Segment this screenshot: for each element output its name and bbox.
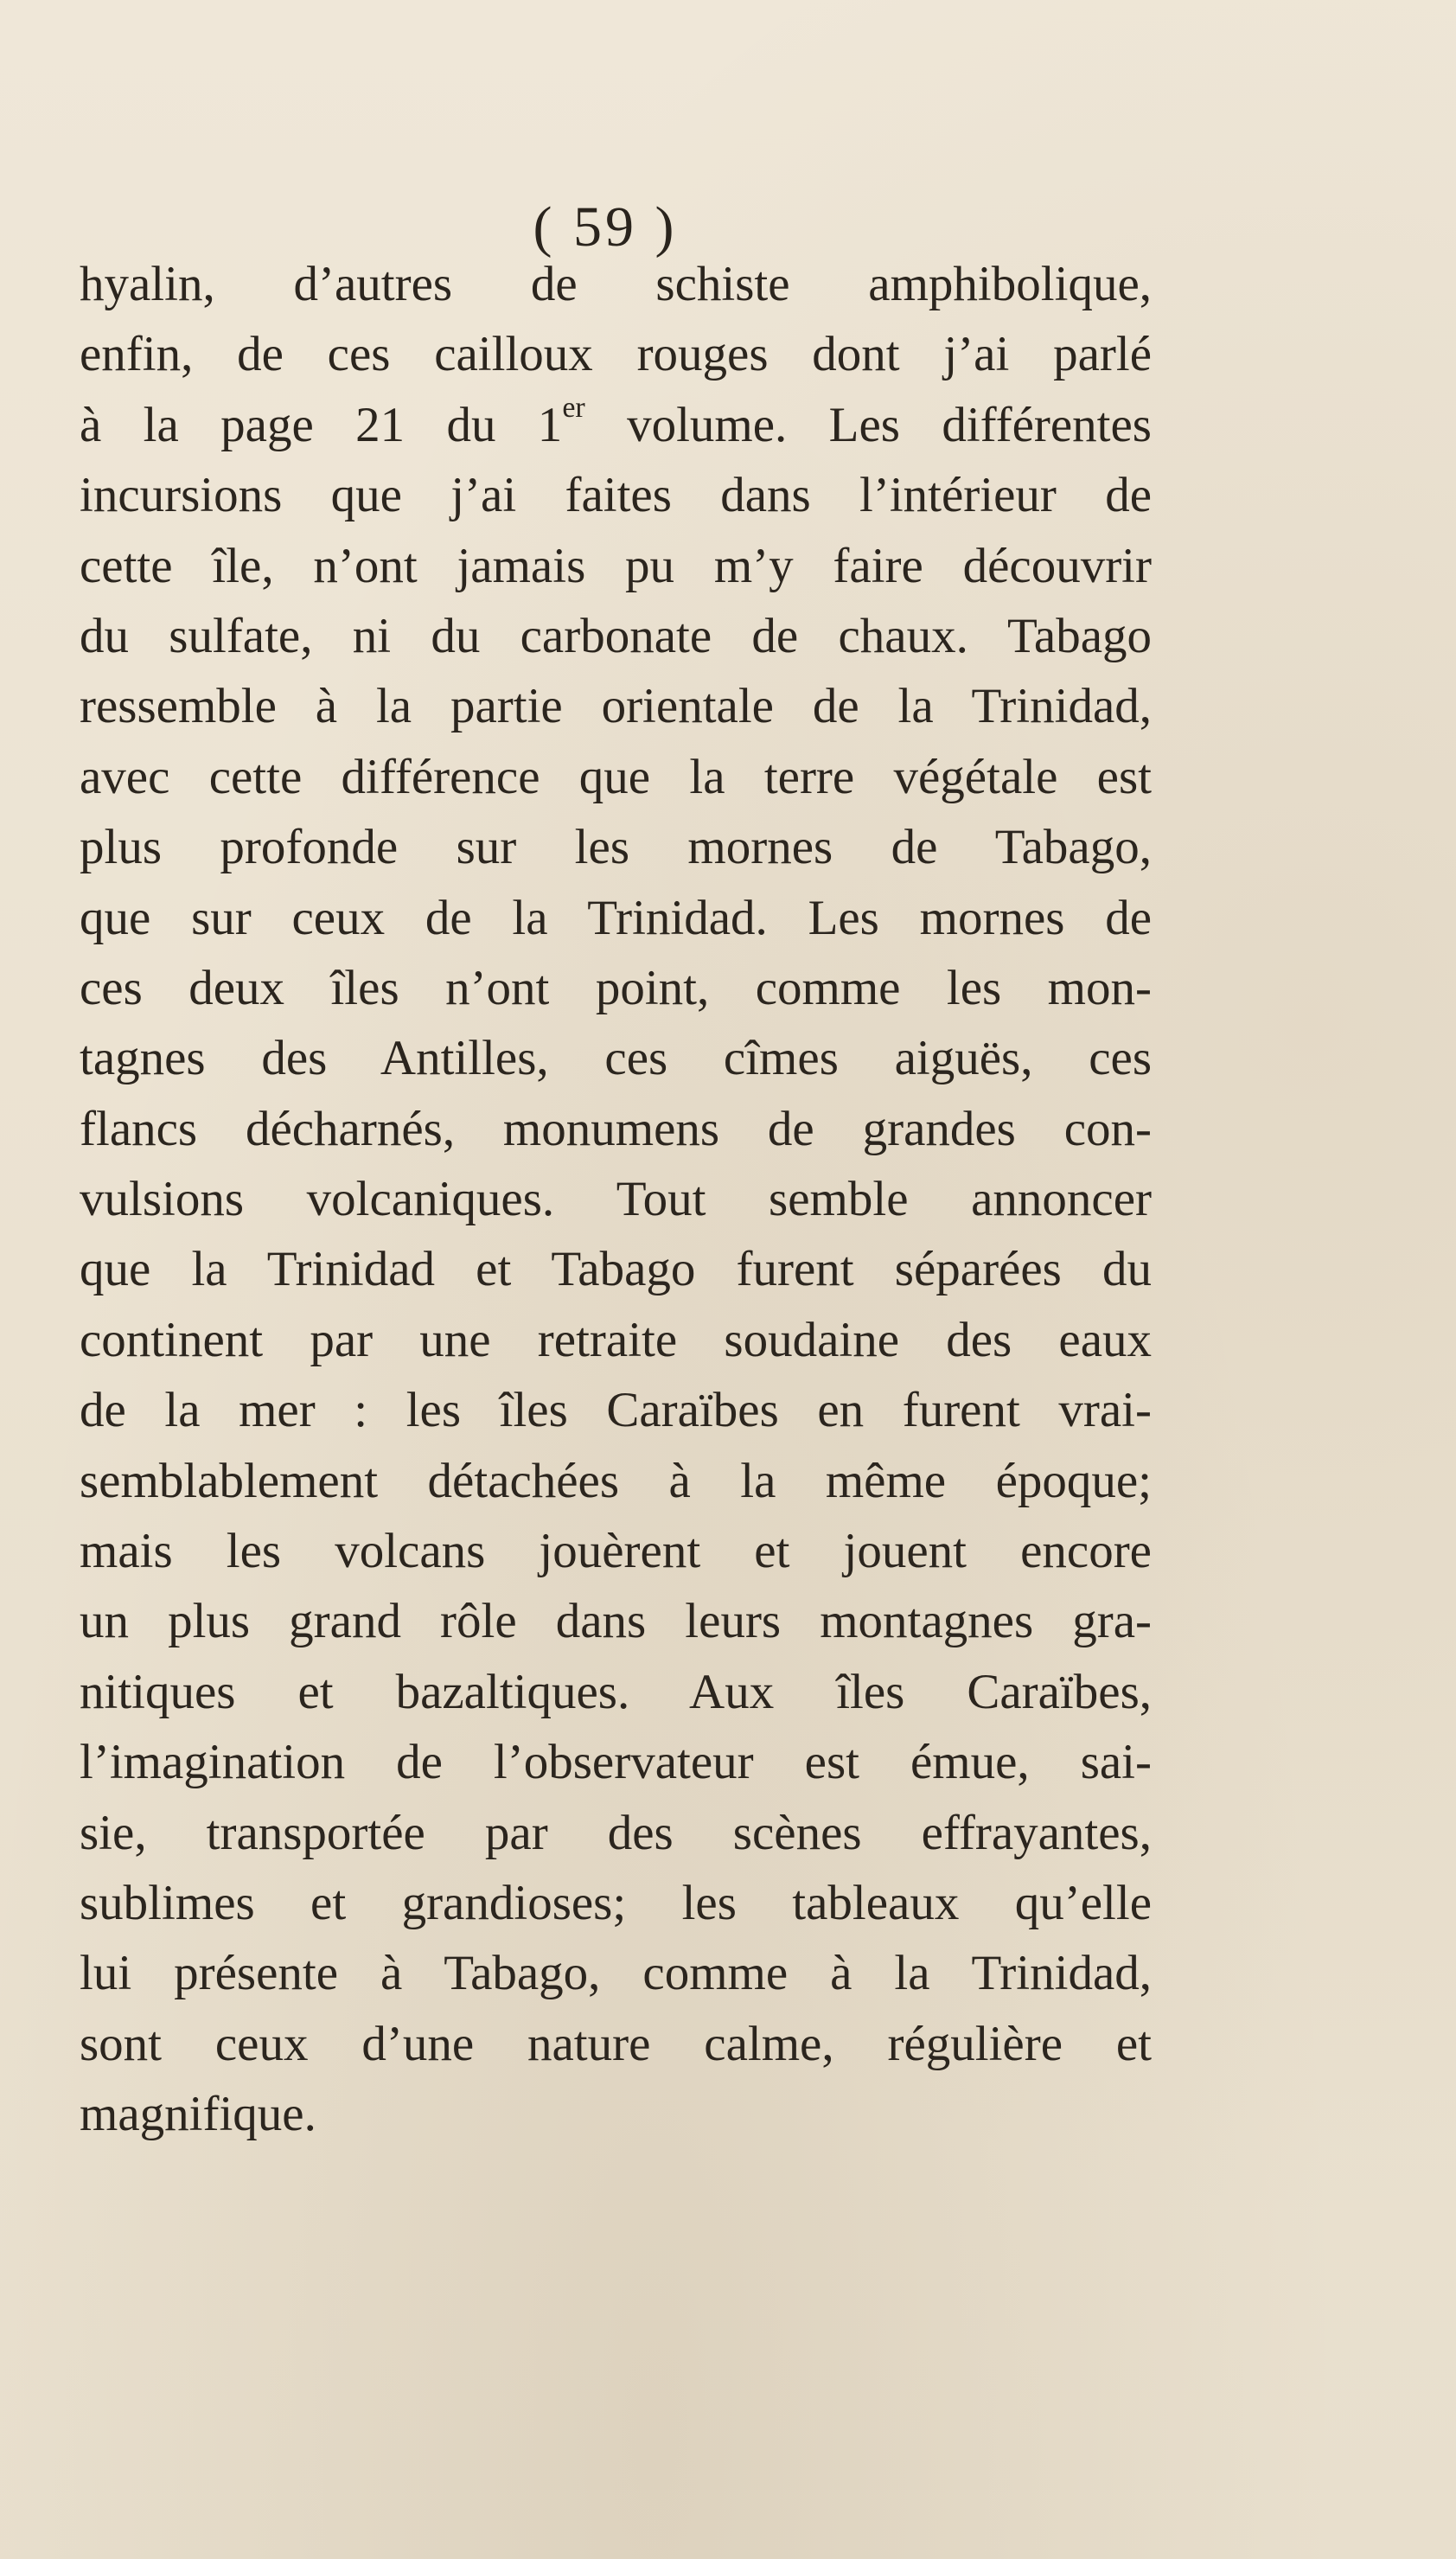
text-line: de la mer : les îles Caraïbes en furent vrai-	[80, 1383, 1152, 1438]
text-line: sublimes et grandioses; les tableaux qu’elle	[80, 1875, 1152, 1930]
text-line: ces deux îles n’ont point, comme les mon-	[80, 960, 1152, 1015]
body-text	[80, 249, 1152, 2150]
text-line: un plus grand rôle dans leurs montagnes gra-	[80, 1594, 1152, 1649]
text-line: cette île, n’ont jamais pu m’y faire découvrir	[80, 538, 1152, 593]
page-number: ( 59 )	[533, 195, 678, 259]
text-line: flancs décharnés, monumens de grandes con-	[80, 1101, 1152, 1156]
text-line: lui présente à Tabago, comme à la Trinidad,	[80, 1946, 1152, 2001]
text-line: que la Trinidad et Tabago furent séparées du	[80, 1242, 1152, 1297]
text-line: sie, transportée par des scènes effrayantes,	[80, 1805, 1152, 1860]
text-line: l’imagination de l’observateur est émue, sai-	[80, 1735, 1152, 1790]
text-line-with-superscript	[80, 390, 1152, 460]
text-line-last: magnifique.	[80, 2087, 316, 2142]
ordinal-superscript: er	[562, 391, 585, 424]
text-line: mais les volcans jouèrent et jouent encore	[80, 1524, 1152, 1579]
text-line: avec cette différence que la terre végétale est	[80, 749, 1152, 804]
text-line: semblablement détachées à la même époque;	[80, 1453, 1152, 1508]
text-line: tagnes des Antilles, ces cîmes aiguës, ces	[80, 1031, 1152, 1086]
text-line: enfin, de ces cailloux rouges dont j’ai parlé	[80, 327, 1152, 382]
text-line: hyalin, d’autres de schiste amphibolique,	[80, 257, 1152, 311]
text-line: vulsions volcaniques. Tout semble annoncer	[80, 1172, 1152, 1227]
text-line-end: volume. Les différentes	[584, 397, 1152, 452]
text-line: ressemble à la partie orientale de la Trinidad,	[80, 679, 1152, 734]
text-line-start: à la page 21 du 1	[80, 397, 563, 452]
text-line: incursions que j’ai faites dans l’intérieur de	[80, 468, 1152, 523]
text-line: du sulfate, ni du carbonate de chaux. Tabago	[80, 608, 1152, 663]
text-line: que sur ceux de la Trinidad. Les mornes de	[80, 890, 1152, 945]
text-line: nitiques et bazaltiques. Aux îles Caraïbes,	[80, 1664, 1152, 1719]
text-line: sont ceux d’une nature calme, régulière et	[80, 2016, 1152, 2071]
text-line: plus profonde sur les mornes de Tabago,	[80, 820, 1152, 875]
text-line: continent par une retraite soudaine des eaux	[80, 1312, 1152, 1367]
